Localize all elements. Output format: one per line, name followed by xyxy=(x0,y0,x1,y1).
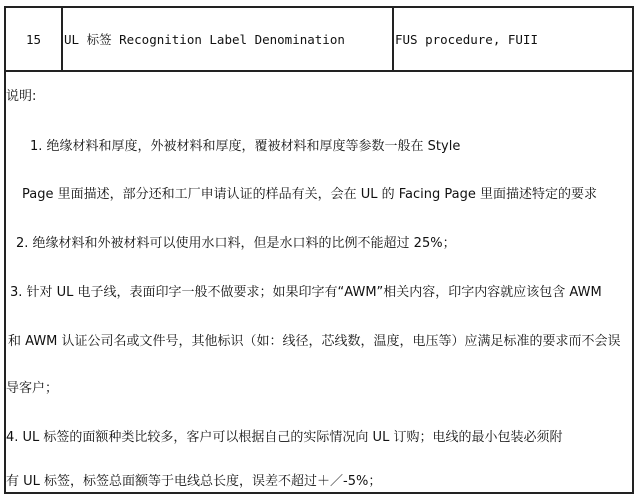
item-reference: FUS procedure, FUII xyxy=(395,32,538,47)
note-line-6: 导客户； xyxy=(6,381,59,396)
column-divider-1 xyxy=(61,8,63,70)
note-line-4: 3. 针对 UL 电子线，表面印字一般不做要求；如果印字有“AWM”相关内容，印字内容就应该包含 AWM xyxy=(10,285,602,300)
column-divider-2 xyxy=(392,8,394,70)
row-divider xyxy=(6,70,632,72)
note-line-3: 2. 绝缘材料和外被材料可以使用水口料，但是水口料的比例不能超过 25%； xyxy=(16,236,456,251)
note-line-1: 1. 绝缘材料和厚度，外被材料和厚度，覆被材料和厚度等参数一般在 Style xyxy=(30,139,461,154)
item-title: UL 标签 Recognition Label Denomination xyxy=(64,32,345,47)
note-line-2: Page 里面描述，部分还和工厂申请认证的样品有关，会在 UL 的 Facing Page 里面描述特定的要求 xyxy=(22,187,597,202)
item-number: 15 xyxy=(26,32,42,47)
note-line-8: 有 UL 标签，标签总面额等于电线总长度，误差不超过＋／-5%； xyxy=(6,474,382,489)
note-line-5: 和 AWM 认证公司名或文件号，其他标识（如：线径，芯线数，温度，电压等）应满足标准的要求而不会误 xyxy=(8,334,621,349)
note-line-7: 4. UL 标签的面额种类比较多，客户可以根据自己的实际情况向 UL 订购；电线的最小包装必须附 xyxy=(6,430,563,445)
notes-heading: 说明: xyxy=(6,89,37,104)
spec-table xyxy=(4,6,634,494)
